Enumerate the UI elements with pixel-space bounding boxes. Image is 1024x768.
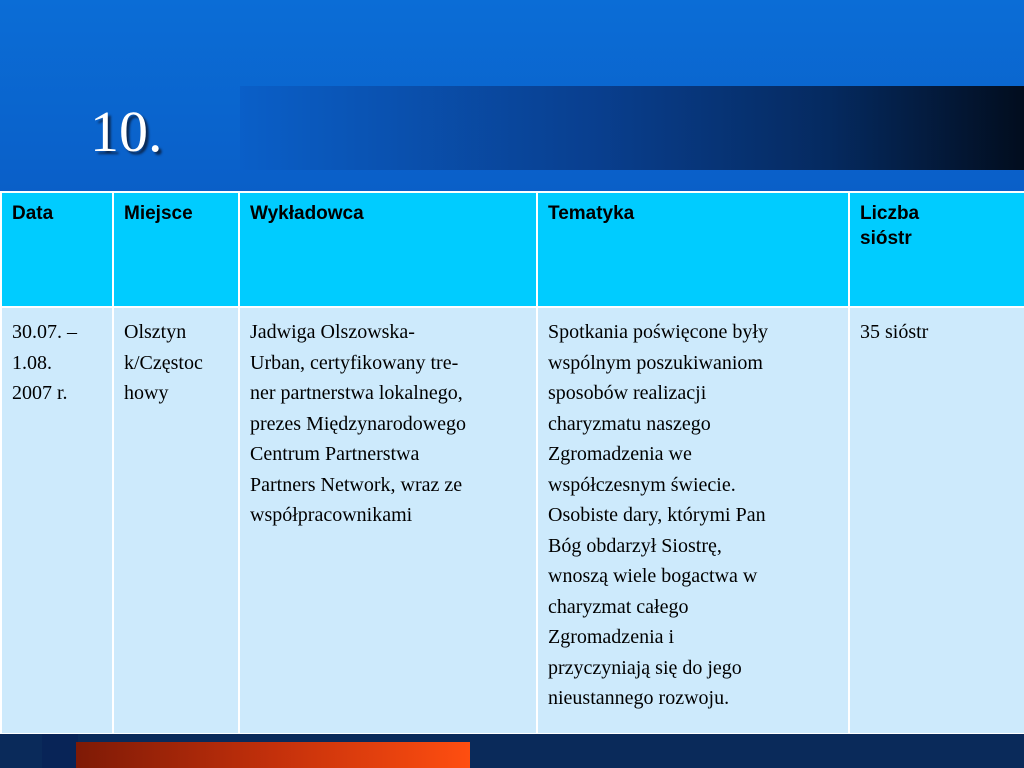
cell-tematyka	[537, 307, 849, 734]
cell-line: prezes Międzynarodowego	[250, 412, 467, 435]
table-row	[1, 307, 1024, 734]
cell-line: Osobiste dary, którymi Pan	[548, 504, 766, 526]
cell-miejsce	[113, 307, 239, 734]
bottom-bar-segment	[42, 734, 78, 768]
header-liczba-siostr	[849, 192, 1024, 307]
cell-line: sposobów realizacji	[548, 382, 707, 404]
bottom-accent-bar	[76, 742, 470, 768]
slide-title: 10.	[90, 99, 163, 164]
cell-line: 30.07. –	[12, 321, 77, 343]
cell-wykladowca	[239, 307, 537, 734]
cell-line: przyczyniają się do jego	[548, 656, 742, 679]
cell-line: 1.08.	[12, 351, 52, 374]
cell-line: k/Częstoc	[124, 351, 203, 374]
bottom-decorative-bar	[0, 734, 1024, 768]
cell-line: Centrum Partnerstwa	[250, 443, 420, 465]
cell-line: współpracownikami	[250, 504, 413, 526]
cell-line: Zgromadzenia we	[548, 443, 692, 465]
cell-line: ner partnerstwa lokalnego,	[250, 382, 463, 404]
header-data: Data	[1, 192, 113, 307]
events-table	[0, 191, 1024, 735]
cell-line: Olsztyn	[124, 321, 187, 343]
cell-line: nieustannego rozwoju.	[548, 687, 730, 709]
header-miejsce: Miejsce	[113, 192, 239, 307]
header-wykladowca: Wykładowca	[239, 192, 537, 307]
cell-line: Jadwiga Olszowska-	[250, 321, 415, 343]
cell-line: 2007 r.	[12, 382, 68, 404]
cell-line: howy	[124, 382, 169, 404]
cell-line: Partners Network, wraz ze	[250, 473, 463, 496]
cell-line: Zgromadzenia i	[548, 626, 675, 648]
header-tematyka: Tematyka	[537, 192, 849, 307]
header-liczba-line: Liczba	[860, 203, 920, 224]
title-gradient-band	[240, 86, 1024, 170]
cell-line: Bóg obdarzył Siostrę,	[548, 534, 722, 557]
cell-line: charyzmatu naszego	[548, 412, 711, 435]
cell-line: współczesnym świecie.	[548, 473, 736, 496]
cell-line: Spotkania poświęcone były	[548, 321, 768, 343]
cell-line: Urban, certyfikowany tre-	[250, 351, 459, 374]
cell-line: wnoszą wiele bogactwa w	[548, 565, 758, 587]
table-header-row	[1, 192, 1024, 307]
cell-line: wspólnym poszukiwaniom	[548, 351, 763, 374]
cell-data	[1, 307, 113, 734]
cell-line: charyzmat całego	[548, 595, 689, 618]
cell-liczba-siostr: 35 sióstr	[849, 307, 1024, 734]
header-liczba-line: sióstr	[860, 228, 912, 249]
